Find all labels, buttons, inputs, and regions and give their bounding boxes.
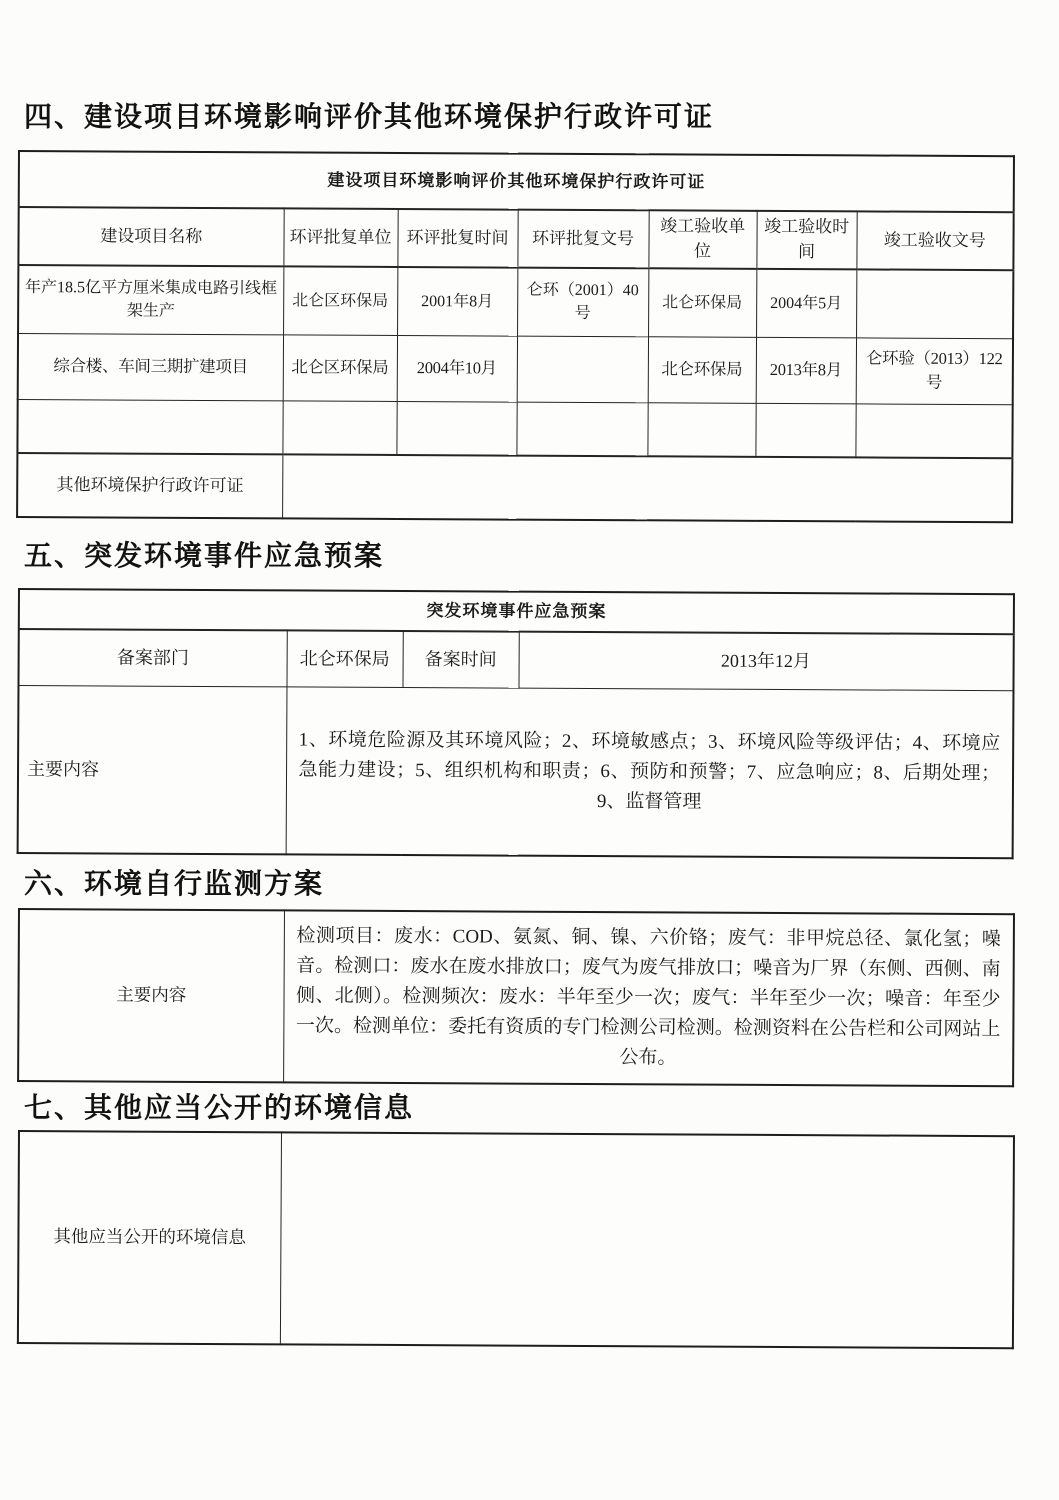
col-header-eia-approval-unit: 环评批复单位 xyxy=(283,208,397,267)
cell-eia-approval-time: 2004年10月 xyxy=(397,335,517,402)
table-row xyxy=(18,629,1013,690)
table-row xyxy=(18,207,1013,270)
cell-acceptance-doc xyxy=(856,269,1013,338)
main-content-label: 主要内容 xyxy=(18,685,287,854)
table-row xyxy=(18,265,1013,338)
cell-eia-approval-time: 2001年8月 xyxy=(397,267,517,336)
table-row xyxy=(18,1131,1014,1348)
main-content-value: 1、环境危险源及其环境风险；2、环境敏感点；3、环境风险等级评估；4、环境应急能力建设；5、组织机构和职责；6、预防和预警；7、应急响应；8、后期处理；9、监督管理 xyxy=(286,686,1014,858)
cell-eia-approval-unit xyxy=(282,400,396,455)
col-header-eia-approval-doc: 环评批复文号 xyxy=(517,210,648,269)
cell-project-name: 年产18.5亿平方厘米集成电路引线框架生产 xyxy=(18,265,283,334)
main-content-label: 主要内容 xyxy=(18,909,284,1082)
filing-time-label: 备案时间 xyxy=(402,631,518,688)
cell-acceptance-time: 2013年8月 xyxy=(756,337,856,404)
cell-acceptance-unit: 北仑环保局 xyxy=(648,336,756,403)
filing-time-value: 2013年12月 xyxy=(518,632,1013,691)
cell-acceptance-time xyxy=(755,403,855,458)
col-header-acceptance-doc: 竣工验收文号 xyxy=(856,211,1013,270)
cell-project-name xyxy=(17,399,282,454)
table-row xyxy=(18,685,1014,858)
col-header-project-name: 建设项目名称 xyxy=(18,207,283,266)
cell-acceptance-doc xyxy=(855,403,1012,458)
emergency-plan-table xyxy=(17,588,1015,859)
filing-dept-value: 北仑环保局 xyxy=(286,630,402,687)
other-permits-value xyxy=(282,454,1012,522)
other-info-label: 其他应当公开的环境信息 xyxy=(18,1131,281,1344)
table-row xyxy=(17,453,1012,522)
permits-table-title: 建设项目环境影响评价其他环境保护行政许可证 xyxy=(19,151,1014,212)
cell-eia-approval-time xyxy=(396,401,516,456)
cell-acceptance-doc: 仑环验（2013）122号 xyxy=(856,337,1013,404)
cell-eia-approval-unit: 北仑区环保局 xyxy=(283,334,397,401)
section6-heading: 六、环境自行监测方案 xyxy=(24,867,325,900)
other-public-info-table xyxy=(17,1130,1015,1349)
cell-project-name: 综合楼、车间三期扩建项目 xyxy=(18,333,283,400)
section7-heading: 七、其他应当公开的环境信息 xyxy=(24,1091,415,1124)
col-header-eia-approval-time: 环评批复时间 xyxy=(397,209,517,268)
cell-eia-approval-doc xyxy=(517,336,648,403)
cell-acceptance-time: 2004年5月 xyxy=(756,269,856,338)
cell-acceptance-unit: 北仑环保局 xyxy=(648,268,756,337)
table-row xyxy=(18,909,1014,1086)
cell-acceptance-unit xyxy=(647,402,755,457)
self-monitoring-table xyxy=(17,908,1015,1087)
section4-heading: 四、建设项目环境影响评价其他环境保护行政许可证 xyxy=(24,100,715,133)
col-header-acceptance-unit: 竣工验收单位 xyxy=(648,210,756,269)
col-header-acceptance-time: 竣工验收时间 xyxy=(756,211,856,270)
other-info-value xyxy=(280,1132,1014,1348)
main-content-value: 检测项目：废水：COD、氨氮、铜、镍、六价铬；废气：非甲烷总径、氯化氢；噪音。检测口：废水在废水排放口；废气为废气排放口；噪音为厂界（东侧、西侧、南侧、北侧）。检测频次：废水：半年至少一次；废气：半年至少一次；噪音：年至少一次。检测单位：委托有资质的专门检测公司检测。检测资料在公告栏和公司网站上公布。 xyxy=(283,910,1014,1086)
cell-eia-approval-doc xyxy=(516,402,647,457)
cell-eia-approval-doc: 仑环（2001）40号 xyxy=(517,268,648,337)
table-row xyxy=(18,333,1013,404)
table-row xyxy=(19,589,1014,634)
table-row xyxy=(17,399,1012,458)
emergency-table-title: 突发环境事件应急预案 xyxy=(19,589,1014,634)
other-permits-label: 其他环境保护行政许可证 xyxy=(17,453,282,518)
section5-heading: 五、突发环境事件应急预案 xyxy=(24,539,385,572)
filing-dept-label: 备案部门 xyxy=(18,629,286,686)
table-row xyxy=(19,151,1014,212)
permits-table xyxy=(16,150,1015,523)
cell-eia-approval-unit: 北仑区环保局 xyxy=(283,266,397,335)
